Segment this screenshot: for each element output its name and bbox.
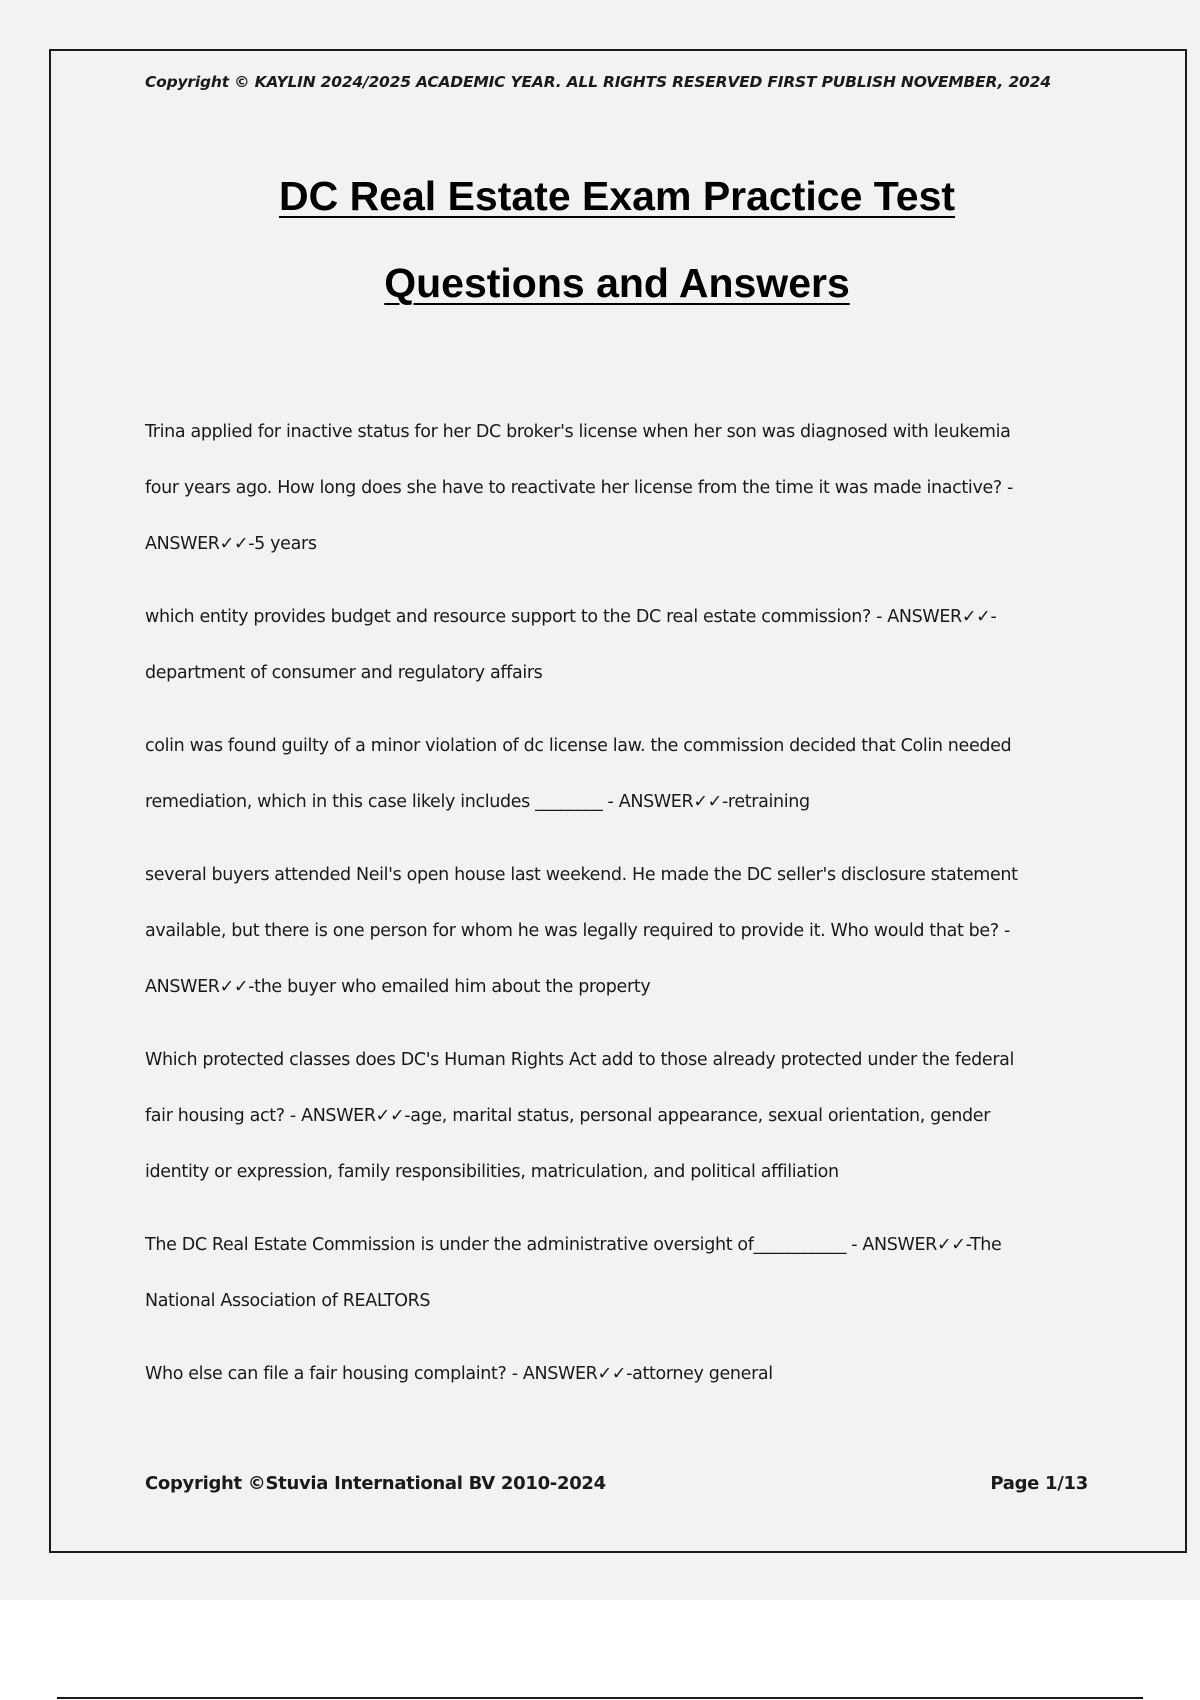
qa-line: Which protected classes does DC's Human Rights Act add to those already protected under the federal bbox=[145, 1050, 1015, 1070]
qa-line: fair housing act? - ANSWER✓✓-age, marital status, personal appearance, sexual orientation, gender bbox=[145, 1106, 991, 1126]
page-number: Page 1/13 bbox=[990, 1473, 1088, 1494]
qa-item bbox=[145, 847, 1085, 1015]
qa-item bbox=[145, 718, 1085, 830]
qa-line: Trina applied for inactive status for her DC broker's license when her son was diagnosed with leukemia bbox=[145, 422, 1011, 442]
qa-item bbox=[145, 1346, 1085, 1402]
qa-line: available, but there is one person for whom he was legally required to provide it. Who would that be? - bbox=[145, 921, 1010, 941]
qa-line: four years ago. How long does she have to reactivate her license from the time it was made inactive? - bbox=[145, 478, 1013, 498]
footer-copyright: Copyright ©Stuvia International BV 2010-2024 bbox=[145, 1473, 606, 1494]
qa-line: ANSWER✓✓-5 years bbox=[145, 534, 317, 554]
document-title-line-1: DC Real Estate Exam Practice Test bbox=[278, 173, 956, 219]
header-copyright: Copyright © KAYLIN 2024/2025 ACADEMIC YEAR. ALL RIGHTS RESERVED FIRST PUBLISH NOVEMBER, 2024 bbox=[145, 73, 1051, 91]
qa-item bbox=[145, 589, 1085, 701]
qa-line: which entity provides budget and resource support to the DC real estate commission? - ANSWER✓✓- bbox=[145, 607, 997, 627]
qa-line: The DC Real Estate Commission is under the administrative oversight of___________ - ANSWER✓✓-The bbox=[145, 1235, 1002, 1255]
qa-line: ANSWER✓✓-the buyer who emailed him about the property bbox=[145, 977, 651, 997]
qa-item bbox=[145, 404, 1085, 572]
next-page-divider bbox=[57, 1697, 1143, 1699]
qa-line: National Association of REALTORS bbox=[145, 1291, 431, 1311]
qa-line: Who else can file a fair housing complaint? - ANSWER✓✓-attorney general bbox=[145, 1364, 773, 1384]
qa-line: department of consumer and regulatory affairs bbox=[145, 663, 543, 683]
qa-line: remediation, which in this case likely includes ________ - ANSWER✓✓-retraining bbox=[145, 792, 810, 812]
qa-item bbox=[145, 1217, 1085, 1329]
qa-line: identity or expression, family responsibilities, matriculation, and political affiliation bbox=[145, 1162, 839, 1182]
qa-line: several buyers attended Neil's open house last weekend. He made the DC seller's disclosure statement bbox=[145, 865, 1018, 885]
document-title-line-2: Questions and Answers bbox=[384, 260, 850, 306]
qa-list bbox=[145, 404, 1085, 1419]
qa-item bbox=[145, 1032, 1085, 1200]
qa-line: colin was found guilty of a minor violation of dc license law. the commission decided that Colin needed bbox=[145, 736, 1012, 756]
